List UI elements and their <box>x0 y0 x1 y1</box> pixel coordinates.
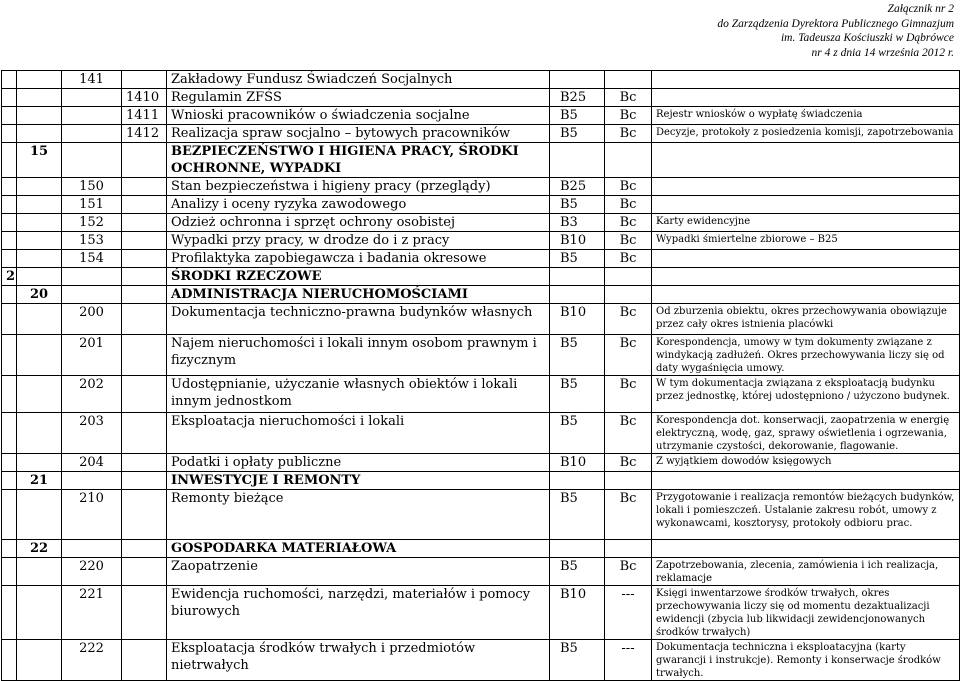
archive-category-copy: Bc <box>605 558 652 586</box>
category-code-level-3: 220 <box>62 558 122 586</box>
category-code-level-2 <box>17 89 62 107</box>
category-code-level-4 <box>122 286 167 304</box>
archive-category-copy: Bc <box>605 196 652 214</box>
category-code-level-2: 21 <box>17 472 62 490</box>
table-row <box>2 196 960 214</box>
archive-category: B5 <box>550 413 605 454</box>
entry-note <box>652 178 960 196</box>
category-code-level-1 <box>2 586 17 640</box>
archive-category: B5 <box>550 558 605 586</box>
category-code-level-1 <box>2 107 17 125</box>
archive-category: B5 <box>550 335 605 376</box>
table-row <box>2 472 960 490</box>
table-row <box>2 268 960 286</box>
category-code-level-2 <box>17 586 62 640</box>
category-code-level-1 <box>2 376 17 413</box>
category-code-level-2 <box>17 125 62 143</box>
category-code-level-1 <box>2 214 17 232</box>
category-code-level-4: 1412 <box>122 125 167 143</box>
table-row <box>2 490 960 540</box>
category-code-level-1 <box>2 472 17 490</box>
category-code-level-2 <box>17 640 62 681</box>
entry-title: Wypadki przy pracy, w drodze do i z pracy <box>167 232 550 250</box>
entry-note: Od zburzenia obiektu, okres przechowywania obowiązuje przez cały okres istnienia placówki <box>652 304 960 335</box>
category-code-level-3: 153 <box>62 232 122 250</box>
entry-title: Stan bezpieczeństwa i higieny pracy (przeglądy) <box>167 178 550 196</box>
table-row <box>2 125 960 143</box>
category-code-level-3: 222 <box>62 640 122 681</box>
category-code-level-4: 1411 <box>122 107 167 125</box>
entry-title: BEZPIECZEŃSTWO I HIGIENA PRACY, ŚRODKI OCHRONNE, WYPADKI <box>167 143 550 178</box>
category-code-level-1 <box>2 286 17 304</box>
entry-title: Dokumentacja techniczno-prawna budynków własnych <box>167 304 550 335</box>
category-code-level-2 <box>17 196 62 214</box>
category-code-level-1 <box>2 640 17 681</box>
entry-note <box>652 250 960 268</box>
archive-category: B5 <box>550 250 605 268</box>
archive-category: B10 <box>550 586 605 640</box>
entry-note: Zapotrzebowania, zlecenia, zamówienia i ich realizacja, reklamacje <box>652 558 960 586</box>
archive-category-copy <box>605 472 652 490</box>
table-row <box>2 304 960 335</box>
category-code-level-4 <box>122 232 167 250</box>
annex-line-2: do Zarządzenia Dyrektora Publicznego Gimnazjum <box>717 17 954 30</box>
category-code-level-3 <box>62 286 122 304</box>
category-code-level-1 <box>2 490 17 540</box>
entry-note <box>652 196 960 214</box>
category-code-level-1 <box>2 178 17 196</box>
category-code-level-2: 15 <box>17 143 62 178</box>
category-code-level-4 <box>122 558 167 586</box>
entry-note <box>652 143 960 178</box>
category-code-level-1 <box>2 89 17 107</box>
category-code-level-3: 152 <box>62 214 122 232</box>
entry-title: ŚRODKI RZECZOWE <box>167 268 550 286</box>
archive-category <box>550 540 605 558</box>
entry-title: Najem nieruchomości i lokali innym osobom prawnym i fizycznym <box>167 335 550 376</box>
category-code-level-2: 22 <box>17 540 62 558</box>
entry-note: Rejestr wniosków o wypłatę świadczenia <box>652 107 960 125</box>
archive-category: B5 <box>550 125 605 143</box>
annex-header <box>654 2 954 60</box>
category-code-level-1 <box>2 540 17 558</box>
archive-category-copy: Bc <box>605 490 652 540</box>
category-code-level-4: 1410 <box>122 89 167 107</box>
archive-category: B5 <box>550 490 605 540</box>
entry-note: Księgi inwentarzowe środków trwałych, okres przechowywania liczy się od momentu dezaktualizacji ewidencji (zbycia lub likwidacji zewidencjonowanych środków trwałych) <box>652 586 960 640</box>
category-code-level-2 <box>17 335 62 376</box>
category-code-level-1 <box>2 335 17 376</box>
category-code-level-3: 151 <box>62 196 122 214</box>
archive-category-copy: --- <box>605 586 652 640</box>
category-code-level-4 <box>122 250 167 268</box>
category-code-level-4 <box>122 214 167 232</box>
entry-note <box>652 89 960 107</box>
archive-category <box>550 472 605 490</box>
category-code-level-3 <box>62 107 122 125</box>
archive-category-copy: Bc <box>605 178 652 196</box>
table-row <box>2 413 960 454</box>
annex-line-3: im. Tadeusza Kościuszki w Dąbrówce <box>780 32 954 44</box>
category-code-level-2 <box>17 250 62 268</box>
entry-note: Dokumentacja techniczna i eksploatacyjna (karty gwarancji i instrukcje). Remonty i konserwacje środków trwałych. <box>652 640 960 681</box>
category-code-level-1 <box>2 250 17 268</box>
entry-note: Przygotowanie i realizacja remontów bieżących budynków, lokali i pomieszczeń. Ustalanie zakresu robót, umowy z wykonawcami, kosztorysy, protokoły odbioru prac. <box>652 490 960 540</box>
archive-category: B3 <box>550 214 605 232</box>
entry-title: Podatki i opłaty publiczne <box>167 454 550 472</box>
category-code-level-3: 200 <box>62 304 122 335</box>
entry-note <box>652 286 960 304</box>
archive-category-copy: Bc <box>605 89 652 107</box>
category-code-level-2 <box>17 454 62 472</box>
category-code-level-3 <box>62 89 122 107</box>
category-code-level-1 <box>2 454 17 472</box>
archive-category-copy: Bc <box>605 335 652 376</box>
category-code-level-2 <box>17 304 62 335</box>
category-code-level-2 <box>17 107 62 125</box>
entry-note: Decyzje, protokoły z posiedzenia komisji, zapotrzebowania <box>652 125 960 143</box>
category-code-level-4 <box>122 454 167 472</box>
entry-note: Korespondencja dot. konserwacji, zaopatrzenia w energię elektryczną, wodę, gaz, sprawy oświetlenia i ogrzewania, utrzymanie czystości, dekorowanie, flagowanie. <box>652 413 960 454</box>
table-row <box>2 376 960 413</box>
table-row <box>2 286 960 304</box>
entry-title: Wnioski pracowników o świadczenia socjalne <box>167 107 550 125</box>
entry-note <box>652 540 960 558</box>
entry-title: Eksploatacja środków trwałych i przedmiotów nietrwałych <box>167 640 550 681</box>
category-code-level-1 <box>2 125 17 143</box>
entry-title: Analizy i oceny ryzyka zawodowego <box>167 196 550 214</box>
category-code-level-4 <box>122 143 167 178</box>
archive-category-copy: Bc <box>605 214 652 232</box>
category-code-level-3: 210 <box>62 490 122 540</box>
archive-category: B10 <box>550 454 605 472</box>
entry-note: Z wyjątkiem dowodów księgowych <box>652 454 960 472</box>
archive-category: B25 <box>550 89 605 107</box>
archive-category <box>550 286 605 304</box>
archive-category: B5 <box>550 376 605 413</box>
records-table <box>1 70 960 681</box>
table-row <box>2 107 960 125</box>
entry-note <box>652 71 960 89</box>
category-code-level-3: 141 <box>62 71 122 89</box>
category-code-level-2 <box>17 214 62 232</box>
category-code-level-3: 154 <box>62 250 122 268</box>
category-code-level-3 <box>62 472 122 490</box>
category-code-level-2 <box>17 71 62 89</box>
archive-category-copy <box>605 286 652 304</box>
table-row <box>2 143 960 178</box>
records-table-body <box>2 71 960 681</box>
category-code-level-1 <box>2 304 17 335</box>
entry-title: Eksploatacja nieruchomości i lokali <box>167 413 550 454</box>
table-row <box>2 540 960 558</box>
entry-title: Remonty bieżące <box>167 490 550 540</box>
category-code-level-1 <box>2 71 17 89</box>
entry-note <box>652 472 960 490</box>
entry-note: Wypadki śmiertelne zbiorowe – B25 <box>652 232 960 250</box>
entry-note: W tym dokumentacja związana z eksploatacją budynku przez jednostkę, której udostępniono / użyczono budynek. <box>652 376 960 413</box>
category-code-level-3 <box>62 143 122 178</box>
category-code-level-4 <box>122 268 167 286</box>
category-code-level-2 <box>17 376 62 413</box>
archive-category: B5 <box>550 640 605 681</box>
archive-category-copy: Bc <box>605 232 652 250</box>
category-code-level-4 <box>122 472 167 490</box>
category-code-level-2: 20 <box>17 286 62 304</box>
category-code-level-4 <box>122 304 167 335</box>
table-row <box>2 586 960 640</box>
category-code-level-4 <box>122 178 167 196</box>
category-code-level-4 <box>122 540 167 558</box>
category-code-level-4 <box>122 376 167 413</box>
category-code-level-3: 201 <box>62 335 122 376</box>
entry-title: GOSPODARKA MATERIAŁOWA <box>167 540 550 558</box>
archive-category-copy: --- <box>605 640 652 681</box>
archive-category-copy <box>605 143 652 178</box>
archive-category <box>550 143 605 178</box>
category-code-level-3: 204 <box>62 454 122 472</box>
table-row <box>2 71 960 89</box>
category-code-level-3 <box>62 125 122 143</box>
category-code-level-1 <box>2 413 17 454</box>
entry-title: Regulamin ZFŚS <box>167 89 550 107</box>
category-code-level-1: 2 <box>2 268 17 286</box>
table-row <box>2 640 960 681</box>
category-code-level-4 <box>122 640 167 681</box>
category-code-level-2 <box>17 178 62 196</box>
archive-category-copy <box>605 540 652 558</box>
archive-category-copy: Bc <box>605 304 652 335</box>
category-code-level-2 <box>17 413 62 454</box>
category-code-level-2 <box>17 490 62 540</box>
table-row <box>2 178 960 196</box>
archive-category <box>550 71 605 89</box>
entry-title: Zakładowy Fundusz Świadczeń Socjalnych <box>167 71 550 89</box>
archive-category: B5 <box>550 196 605 214</box>
entry-title: Profilaktyka zapobiegawcza i badania okresowe <box>167 250 550 268</box>
archive-category: B10 <box>550 232 605 250</box>
archive-category-copy <box>605 268 652 286</box>
entry-note: Karty ewidencyjne <box>652 214 960 232</box>
table-row <box>2 214 960 232</box>
category-code-level-1 <box>2 196 17 214</box>
archive-category-copy: Bc <box>605 250 652 268</box>
table-row <box>2 558 960 586</box>
entry-title: ADMINISTRACJA NIERUCHOMOŚCIAMI <box>167 286 550 304</box>
category-code-level-4 <box>122 335 167 376</box>
entry-title: Ewidencja ruchomości, narzędzi, materiałów i pomocy biurowych <box>167 586 550 640</box>
entry-title: Udostępnianie, użyczanie własnych obiektów i lokali innym jednostkom <box>167 376 550 413</box>
category-code-level-3: 202 <box>62 376 122 413</box>
table-row <box>2 232 960 250</box>
entry-title: INWESTYCJE I REMONTY <box>167 472 550 490</box>
category-code-level-3: 203 <box>62 413 122 454</box>
category-code-level-3: 150 <box>62 178 122 196</box>
category-code-level-3 <box>62 540 122 558</box>
category-code-level-4 <box>122 196 167 214</box>
archive-category-copy: Bc <box>605 376 652 413</box>
archive-category: B25 <box>550 178 605 196</box>
archive-category-copy: Bc <box>605 107 652 125</box>
entry-title: Zaopatrzenie <box>167 558 550 586</box>
archive-category-copy: Bc <box>605 413 652 454</box>
entry-note: Korespondencja, umowy w tym dokumenty związane z windykacją zadłużeń. Okres przechowywania liczy się od daty wygaśnięcia umowy. <box>652 335 960 376</box>
category-code-level-1 <box>2 558 17 586</box>
archive-category: B10 <box>550 304 605 335</box>
category-code-level-3 <box>62 268 122 286</box>
archive-category-copy: Bc <box>605 125 652 143</box>
category-code-level-4 <box>122 71 167 89</box>
table-row <box>2 250 960 268</box>
category-code-level-4 <box>122 586 167 640</box>
entry-title: Realizacja spraw socjalno – bytowych pracowników <box>167 125 550 143</box>
table-row <box>2 335 960 376</box>
archive-category: B5 <box>550 107 605 125</box>
archive-category-copy <box>605 71 652 89</box>
annex-line-4: nr 4 z dnia 14 września 2012 r. <box>811 46 954 59</box>
entry-title: Odzież ochronna i sprzęt ochrony osobistej <box>167 214 550 232</box>
category-code-level-1 <box>2 232 17 250</box>
category-code-level-3: 221 <box>62 586 122 640</box>
category-code-level-1 <box>2 143 17 178</box>
table-row <box>2 454 960 472</box>
table-row <box>2 89 960 107</box>
archive-category-copy: Bc <box>605 454 652 472</box>
category-code-level-2 <box>17 232 62 250</box>
category-code-level-2 <box>17 268 62 286</box>
category-code-level-4 <box>122 490 167 540</box>
category-code-level-4 <box>122 413 167 454</box>
entry-note <box>652 268 960 286</box>
archive-category <box>550 268 605 286</box>
annex-line-1: Załącznik nr 2 <box>887 3 954 15</box>
category-code-level-2 <box>17 558 62 586</box>
